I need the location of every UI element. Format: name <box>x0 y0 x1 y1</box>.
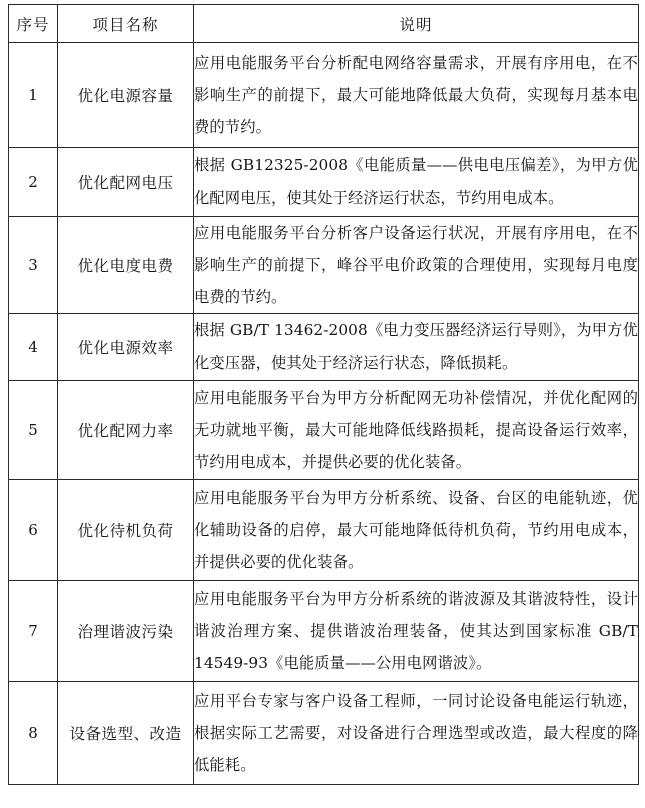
row-description-cell: 应用电能服务平台分析配电网络容量需求，开展有序用电，在不影响生产的前提下，最大可能地降低最大负荷，实现每月基本电费的节约。 <box>194 43 639 148</box>
row-name-cell: 优化配网电压 <box>58 148 194 217</box>
row-index-cell: 3 <box>9 217 58 314</box>
table-row <box>9 148 639 217</box>
row-index-cell: 7 <box>9 581 58 682</box>
column-header-index: 序号 <box>9 5 58 43</box>
row-index-cell: 8 <box>9 682 58 785</box>
row-name-cell: 优化配网力率 <box>58 381 194 480</box>
table-row <box>9 314 639 381</box>
table-row <box>9 43 639 148</box>
row-description-cell: 应用电能服务平台分析客户设备运行状况，开展有序用电，在不影响生产的前提下，峰谷平电价政策的合理使用，实现每月电度电费的节约。 <box>194 217 639 314</box>
row-description-cell: 应用电能服务平台为甲方分析系统、设备、台区的电能轨迹，优化辅助设备的启停，最大可能地降低待机负荷，节约用电成本，并提供必要的优化装备。 <box>194 480 639 581</box>
row-name-cell: 设备选型、改造 <box>58 682 194 785</box>
row-description-cell: 根据 GB/T 13462-2008《电力变压器经济运行导则》，为甲方优化变压器，使其处于经济运行状态，降低损耗。 <box>194 314 639 381</box>
row-index-cell: 4 <box>9 314 58 381</box>
column-header-description: 说明 <box>194 5 639 43</box>
row-index-cell: 2 <box>9 148 58 217</box>
row-name-cell: 优化电度电费 <box>58 217 194 314</box>
table-body <box>9 43 639 785</box>
row-index-cell: 1 <box>9 43 58 148</box>
column-header-name: 项目名称 <box>58 5 194 43</box>
row-description-cell: 应用平台专家与客户设备工程师，一同讨论设备电能运行轨迹，根据实际工艺需要，对设备进行合理选型或改造，最大程度的降低能耗。 <box>194 682 639 785</box>
document-page <box>0 4 645 808</box>
spec-table <box>8 4 639 785</box>
table-header-row <box>9 5 639 43</box>
table-row <box>9 581 639 682</box>
row-description-cell: 应用电能服务平台为甲方分析配网无功补偿情况，并优化配网的无功就地平衡，最大可能地降低线路损耗，提高设备运行效率，节约用电成本，并提供必要的优化装备。 <box>194 381 639 480</box>
row-index-cell: 6 <box>9 480 58 581</box>
table-row <box>9 217 639 314</box>
table-header <box>9 5 639 43</box>
row-index-cell: 5 <box>9 381 58 480</box>
row-name-cell: 优化电源容量 <box>58 43 194 148</box>
row-name-cell: 优化待机负荷 <box>58 480 194 581</box>
table-row <box>9 480 639 581</box>
row-name-cell: 优化电源效率 <box>58 314 194 381</box>
table-row <box>9 682 639 785</box>
row-name-cell: 治理谐波污染 <box>58 581 194 682</box>
table-row <box>9 381 639 480</box>
row-description-cell: 应用电能服务平台为甲方分析系统的谐波源及其谐波特性，设计谐波治理方案、提供谐波治理装备，使其达到国家标准 GB/T 14549-93《电能质量——公用电网谐波》。 <box>194 581 639 682</box>
row-description-cell: 根据 GB12325-2008《电能质量——供电电压偏差》，为甲方优化配网电压，使其处于经济运行状态，节约用电成本。 <box>194 148 639 217</box>
